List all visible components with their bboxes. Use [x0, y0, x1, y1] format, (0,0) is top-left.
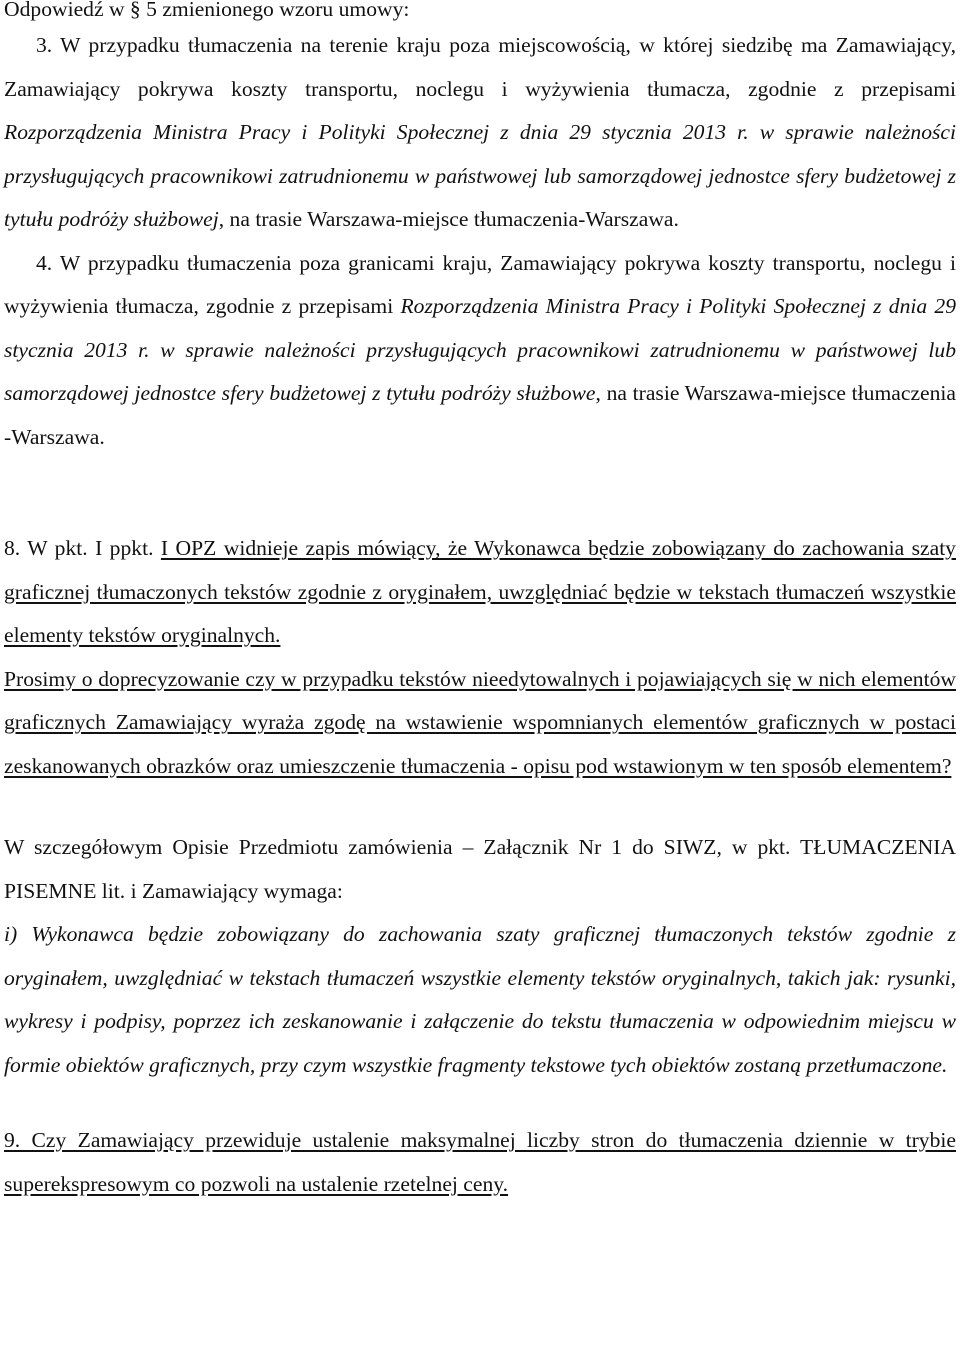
question-8-prefix: 8. W pkt. I ppkt. [4, 536, 161, 560]
question-9: 9. Czy Zamawiający przewiduje ustalenie maksymalnej liczby stron do tłumaczenia dziennie w trybie superekspresowym co pozwoli na ustalenie rzetelnej ceny. [4, 1128, 956, 1196]
question-8 [4, 527, 956, 658]
paragraph-4-route: , na trasie Warszawa-miejsce tłumaczenia -Warszawa. [4, 381, 956, 449]
paragraph-4-text: 4. W przypadku tłumaczenia poza granicami kraju, Zamawiający pokrywa koszty transportu, noclegu i wyżywienia tłumacza, zgodnie z przepisami [4, 250, 956, 318]
question-8-request: Prosimy o doprecyzowanie czy w przypadku tekstów nieedytowalnych i pojawiających się w nich elementów graficznych Zamawiający wyraża zgodę na wstawienie wspomnianych elementów graficznych w postaci zeskanowanych obrazków oraz umieszczenie tłumaczenia - opisu pod wstawionym w ten sposób elementem? [4, 666, 956, 778]
intro-line: Odpowiedź w § 5 zmienionego wzoru umowy: [4, 0, 410, 21]
question-8-quote: I OPZ widnieje zapis mówiący, że Wykonawca będzie zobowiązany do zachowania szaty graficznej tłumaczonych tekstów zgodnie z oryginałem, uwzględniać będzie w tekstach tłumaczeń wszystkie elementy tekstów oryginalnych. [4, 536, 956, 647]
paragraph-3-route: , na trasie Warszawa-miejsce tłumaczenia-Warszawa. [218, 207, 679, 231]
paragraph-4-regulation: Rozporządzenia Ministra Pracy i Polityki Społecznej z dnia 29 stycznia 2013 r. w sprawie należności przysługujących pracownikowi zatrudnionemu w państwowej lub samorządowej jednostce sfery budżetowej z tytułu podróży służbowe [4, 294, 957, 405]
paragraph-3-regulation: Rozporządzenia Ministra Pracy i Polityki Społecznej z dnia 29 stycznia 2013 r. w sprawie należności przysługujących pracownikowi zatrudnionemu w państwowej lub samorządowej jednostce sfery budżetowej z tytułu podróży służbowej [4, 120, 956, 231]
opz-reference: W szczegółowym Opisie Przedmiotu zamówienia – Załącznik Nr 1 do SIWZ, w pkt. TŁUMACZENIA PISEMNE lit. i Zamawiający wymaga: [4, 835, 956, 903]
paragraph-3 [4, 24, 956, 242]
document-page [4, 0, 956, 1206]
paragraph-4 [4, 242, 956, 460]
paragraph-3-text: 3. W przypadku tłumaczenia na terenie kraju poza miejscowością, w której siedzibę ma Zamawiający, Zamawiający pokrywa koszty transportu, noclegu i wyżywienia tłumacza, zgodnie z przepisami [4, 33, 956, 101]
opz-quote: i) Wykonawca będzie zobowiązany do zachowania szaty graficznej tłumaczonych tekstów zgodnie z oryginałem, uwzględniać w tekstach tłumaczeń wszystkie elementy tekstów oryginalnych, takich jak: rysunki, wykresy i podpisy, poprzez ich zeskanowanie i załączenie do tekstu tłumaczenia w odpowiednim miejscu w formie obiektów graficznych, przy czym wszystkie fragmenty tekstowe tych obiektów zostaną przetłumaczone. [4, 922, 956, 1077]
